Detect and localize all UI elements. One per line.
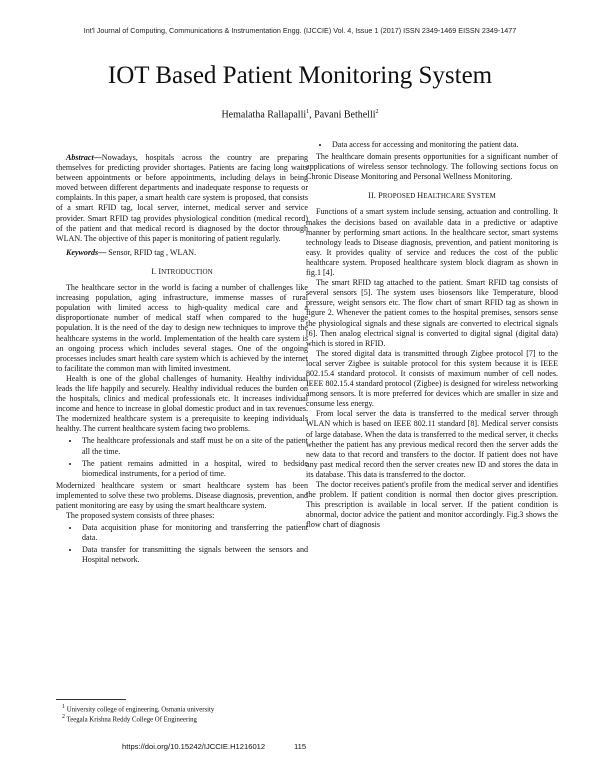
- footnote-divider: [56, 699, 126, 700]
- keywords-text: Sensor, RFID tag , WLAN.: [108, 247, 197, 257]
- section-cap: S: [466, 191, 472, 201]
- section-num: II.: [368, 191, 379, 201]
- author-1: Hemalatha Rallapalli: [221, 109, 307, 121]
- keywords-dash: —: [98, 247, 109, 257]
- paragraph: Functions of a smart system include sensing, actuation and controlling. It makes the decisions based on available data in a predictive or adaptive manner by performing smart actions. In the healthcare sector, smart systems technology leads to Disease diagnosis, prevention, and patient monitoring is easy. It provides quality of service and reduces the cost of the public healthcare system. Proposed healthcare system block diagram as shown in fig.1 [4].: [306, 207, 558, 278]
- keywords: [56, 248, 308, 258]
- section-cap: I: [158, 266, 162, 276]
- keywords-label: Keywords: [66, 247, 99, 257]
- paragraph: The proposed system consists of three phases:: [66, 511, 215, 521]
- paragraph: The stored digital data is transmitted through Zigbee protocol [7] to the local server Zigbee is suitable protocol for this system because it is IEEE 802.15.4 standard protocol. It consists of maximum number of cell nodes. IEEE 802.15.4 standard protocol (Zigbee) is designed for wireless networking among sensors. It is more preferred for devices which are smaller in size and consume less energy.: [306, 348, 558, 409]
- paragraph: Modernized healthcare system or smart healthcare system has been implemented to solve these two problems. Disease diagnosis, prevention, and patient monitoring are easy by using the smart healthcare system.: [56, 480, 308, 510]
- paper-title: IOT Based Patient Monitoring System: [107, 62, 493, 89]
- list-item: • Data access for accessing and monitoring the patient data.: [330, 140, 558, 150]
- section-smallcaps: ROPOSED: [382, 192, 418, 201]
- section-heading-proposed-system: [306, 191, 558, 201]
- right-column: [306, 140, 558, 530]
- footnote-sup: 1: [62, 704, 65, 710]
- bullet-list: [306, 140, 558, 150]
- paragraph: From local server the data is transferred to the medical server through WLAN which is based on IEEE 802.11 standard [8]. Medical server consists of large database. When the data is transferred to the medical server, it checks whether the patient has any previous medical record then the server adds the new data to that record and transfers to the doctor. If patient does not have any past medical record then the server creates new ID and stores the data in its database. This data is transferred to the doctor.: [306, 409, 558, 479]
- paragraph: The smart RFID tag attached to the patient. Smart RFID tag consists of several sensors [5]. The system uses biosensors like Temperature, blood pressure, weight sensors etc. The flow chart of smart RFID tag as shown in figure 2. Whenever the patient comes to the hospital premises, sensors sense the physiological signals and these signals are converted to electrical signals [6]. Then analog electrical signal is converted to digital signal (digital data) which is stored in RFID.: [306, 278, 558, 348]
- abstract: [56, 153, 308, 244]
- paragraph: The healthcare sector in the world is facing a number of challenges like increasing population, aging infrastructure, immense masses of rural population with limited access to high-quality medical care and a disproportionate number of medical staff when compared to the huge population. It is the need of the day to design new techniques to improve the healthcare systems in the world. Implementation of the health care system is an ongoing process which includes several stages. One of the ongoing processes includes smart health care system which is achieved by the internet to facilitate the common man with limited investment.: [56, 283, 308, 373]
- left-column: [56, 153, 308, 568]
- page-number: 115: [294, 742, 307, 751]
- footnote-text: Teegala Krishna Reddy College Of Engineering: [66, 716, 197, 724]
- author-1-sup: 1: [306, 109, 310, 115]
- section-smallcaps: NTRODUCTION: [161, 267, 213, 276]
- authors: [0, 109, 600, 120]
- author-2-sup: 2: [375, 109, 379, 115]
- section-cap: P: [378, 191, 383, 201]
- doi-link[interactable]: https://doi.org/10.15242/IJCCIE.H1216012: [122, 742, 266, 751]
- author-2: Pavani Bethelli: [314, 109, 376, 121]
- section-smallcaps: YSTEM: [471, 192, 496, 201]
- footnote-1: [62, 704, 214, 713]
- section-smallcaps: EALTHCARE: [423, 192, 467, 201]
- paragraph: The healthcare domain presents opportunities for a significant number of applications of wireless sensor technology. The following sections focus on Chronic Disease Monitoring and Personal Wellness Monitoring.: [306, 152, 558, 182]
- section-heading-introduction: [56, 267, 308, 277]
- footnote-sup: 2: [62, 714, 65, 720]
- list-item: • The patient remains admitted in a hospital, wired to bedside biomedical instruments, for a period of time.: [80, 459, 308, 479]
- abstract-label: Abstract: [66, 153, 94, 162]
- paragraph: Health is one of the global challenges of humanity. Healthy individual leads the life happily and securely. Healthy individual reduces the burden on the hospitals, clinics and medical professionals etc. It increases individual income and hence to increase in global domestic product and in tax revenues. The modernized healthcare system is a prerequisite to keeping individuals healthy. The current healthcare system facing two problems.: [56, 373, 308, 434]
- list-item: • Data acquisition phase for monitoring and transferring the patient data.: [80, 523, 308, 543]
- list-item: • The healthcare professionals and staff must be on a site of the patient all the time.: [80, 436, 308, 456]
- section-cap: H: [417, 191, 424, 201]
- section-num: I.: [151, 266, 159, 276]
- author-sep: ,: [309, 109, 315, 121]
- abstract-text: Nowadays, hospitals across the country are preparing themselves for predicting provider shortages. Patients are facing long waits between appointments or before appointments, including delays in being moved between different departments and inadequate response to requests or complaints. In this paper, a smart health care system is proposed, that consists of a smart RFID tag, local server, internet, medical server and service provider. Smart RFID tag provides physiological condition (medical record) of the patient and that medical record is diagnosed by the doctor through WLAN. The objective of this paper is monitoring of patient regularly.: [56, 153, 308, 243]
- footnote-text: University college of engineering, Osmania university: [66, 706, 215, 714]
- journal-header: Int'l Journal of Computing, Communications & Instrumentation Engg. (IJCCIE) Vol. 4, Issue 1 (2017) ISSN 2349-1469 EISSN 2349-1477: [83, 26, 517, 35]
- footnote-2: [62, 714, 197, 723]
- list-item: • Data transfer for transmitting the signals between the sensors and Hospital network.: [80, 545, 308, 565]
- bullet-list: [56, 523, 308, 565]
- paragraph: The doctor receives patient's profile from the medical server and identifies the problem. If patient condition is normal then doctor gives prescription. This prescription is available in local server. If the patient condition is abnormal, doctor advice the patient and monitor accordingly. Fig.3 shows the flow chart of diagnosis: [306, 480, 558, 530]
- bullet-list: [56, 436, 308, 478]
- abstract-dash: —: [93, 153, 102, 162]
